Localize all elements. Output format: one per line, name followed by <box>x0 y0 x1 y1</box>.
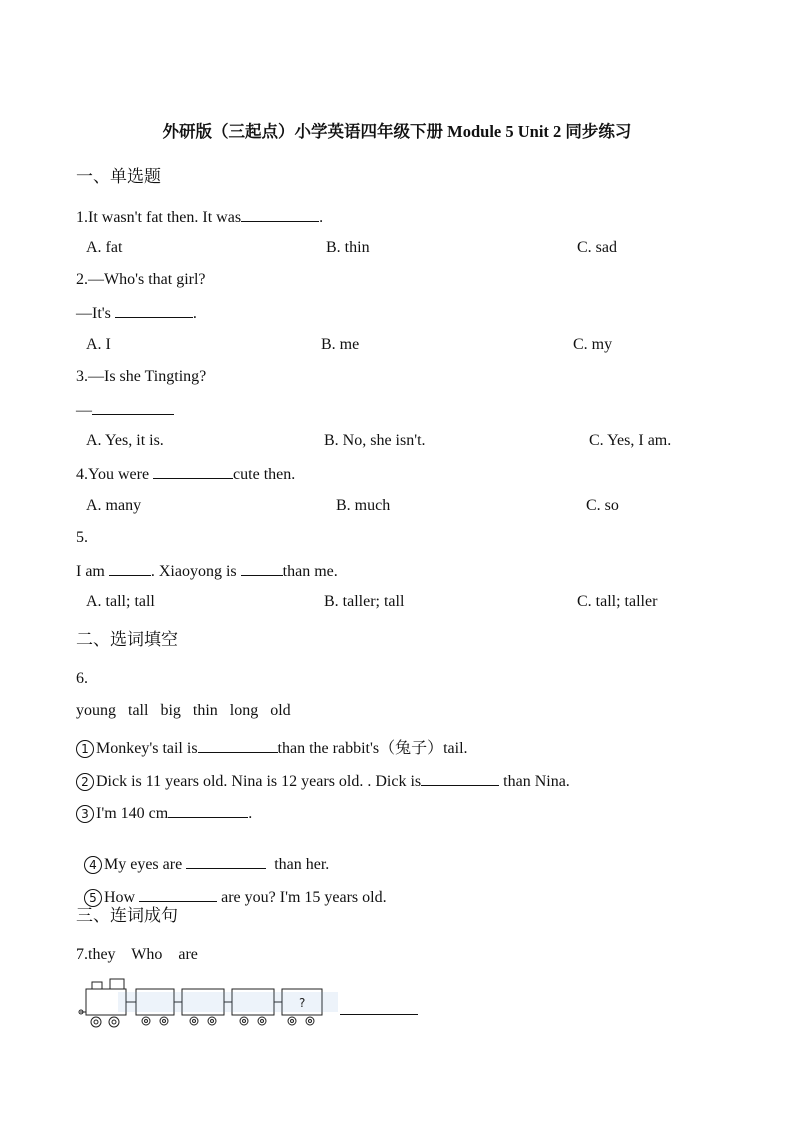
q6-item-2-text: Dick is 11 years old. Nina is 12 years old. . Dick is <box>96 773 422 790</box>
question-5-part-2: . Xiaoyong is <box>150 563 241 580</box>
train-icon <box>78 972 340 1034</box>
question-2-tail: . <box>192 305 197 322</box>
q6-item-1-tail: than the rabbit's（兔子）tail. <box>277 740 468 757</box>
q1-option-c[interactable]: C. sad <box>577 239 617 256</box>
q6-item-3 <box>76 803 252 823</box>
q6-item-4-text: My eyes are <box>104 856 187 873</box>
q6-item-4-tail: than her. <box>266 856 330 873</box>
q3-option-b[interactable]: B. No, she isn't. <box>324 432 426 449</box>
page-title: 外研版（三起点）小学英语四年级下册 Module 5 Unit 2 同步练习 <box>162 122 632 141</box>
q5-option-b[interactable]: B. taller; tall <box>324 593 405 610</box>
question-5-part-3: than me. <box>282 563 338 580</box>
question-4-stem: 4.You were <box>76 466 154 483</box>
question-2-line-2 <box>76 303 197 323</box>
q2-option-c[interactable]: C. my <box>573 336 613 353</box>
q4-option-a[interactable]: A. many <box>86 497 142 514</box>
circled-number: 5 <box>84 889 102 907</box>
question-2-stem: —It's <box>76 305 115 322</box>
section-heading-single-choice: 一、单选题 <box>76 167 161 186</box>
circled-number: 1 <box>76 740 94 758</box>
q3-option-a[interactable]: A. Yes, it is. <box>86 432 164 449</box>
question-4-tail: cute then. <box>233 466 296 483</box>
section-heading-sentence-building: 三、连词成句 <box>76 906 178 925</box>
q6-item-3-tail: . <box>248 805 253 822</box>
answer-blank[interactable] <box>340 1000 418 1015</box>
answer-blank[interactable] <box>198 738 278 753</box>
train-illustration <box>78 972 340 1034</box>
section-heading-word-fill: 二、选词填空 <box>76 630 178 649</box>
q6-item-5-tail: are you? I'm 15 years old. <box>217 889 387 906</box>
question-mark: ? <box>299 996 306 1010</box>
q3-option-c[interactable]: C. Yes, I am. <box>589 432 672 449</box>
answer-blank[interactable] <box>168 803 248 818</box>
question-5-number: 5. <box>76 529 88 546</box>
q6-item-3-text: I'm 140 cm <box>96 805 169 822</box>
answer-blank[interactable] <box>421 771 499 786</box>
q1-option-b[interactable]: B. thin <box>326 239 370 256</box>
answer-blank[interactable] <box>92 400 174 415</box>
answer-blank[interactable] <box>109 561 151 576</box>
circled-number: 3 <box>76 805 94 823</box>
q6-item-1 <box>76 735 468 758</box>
answer-blank[interactable] <box>186 854 266 869</box>
q5-option-a[interactable]: A. tall; tall <box>86 593 155 610</box>
q6-item-5-text: How <box>104 889 140 906</box>
q1-option-a[interactable]: A. fat <box>86 239 123 256</box>
question-3-stem: — <box>76 402 92 419</box>
question-2-line-1: 2.—Who's that girl? <box>76 271 206 288</box>
question-7-words: 7.they Who are <box>76 946 198 963</box>
answer-blank[interactable] <box>153 464 233 479</box>
answer-blank[interactable] <box>241 561 283 576</box>
q2-option-a[interactable]: A. I <box>86 336 111 353</box>
answer-blank[interactable] <box>241 207 319 222</box>
circled-number: 4 <box>84 856 102 874</box>
answer-blank[interactable] <box>115 303 193 318</box>
question-4 <box>76 464 295 484</box>
q4-option-c[interactable]: C. so <box>586 497 619 514</box>
question-5 <box>76 561 338 581</box>
q6-item-2 <box>76 771 570 791</box>
word-bank: young tall big thin long old <box>76 702 291 719</box>
q6-item-2-tail: than Nina. <box>499 773 570 790</box>
q2-option-b[interactable]: B. me <box>321 336 360 353</box>
question-1 <box>76 207 323 227</box>
q5-option-c[interactable]: C. tall; taller <box>577 593 658 610</box>
q6-item-1-text: Monkey's tail is <box>96 740 198 757</box>
question-1-tail: . <box>319 209 324 226</box>
question-6-number: 6. <box>76 670 88 687</box>
question-3-line-1: 3.—Is she Tingting? <box>76 368 207 385</box>
question-1-stem: 1.It wasn't fat then. It was <box>76 209 242 226</box>
question-5-part-1: I am <box>76 563 109 580</box>
answer-blank[interactable] <box>139 887 217 902</box>
question-3-line-2 <box>76 400 174 420</box>
circled-number: 2 <box>76 773 94 791</box>
q4-option-b[interactable]: B. much <box>336 497 391 514</box>
